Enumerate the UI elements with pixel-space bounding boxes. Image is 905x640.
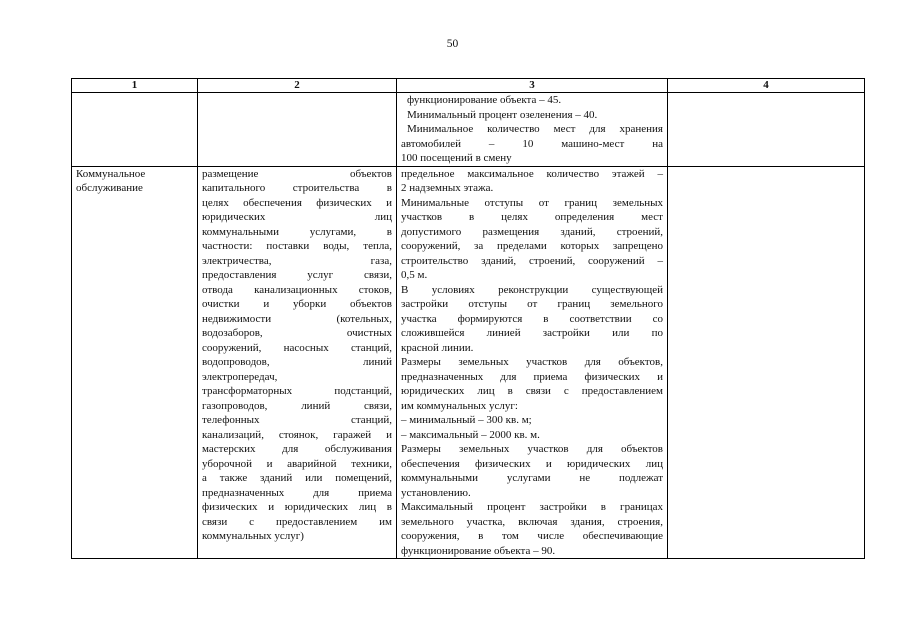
cell-text-line: сооружения, в том числе обеспечивающие <box>401 530 663 542</box>
cell-text-line: юридических лиц в связи с предоставлением <box>401 385 663 397</box>
cell-text-line: предоставления услуг связи, <box>202 269 392 281</box>
cell-notes <box>668 166 865 559</box>
cell-text-line: сооружений, за пределами которых запрещено <box>401 240 663 252</box>
cell-text-line: функционирование объекта – 45. <box>407 94 562 106</box>
cell-text-line: телефонных станций, <box>202 414 392 426</box>
cell-text-line: 2 надземных этажа. <box>401 182 494 194</box>
cell-text-line: – минимальный – 300 кв. м; <box>401 414 532 426</box>
cell-text-line: предназначенных для приема <box>202 486 392 499</box>
cell-text-line: автомобилей – 10 машино-мест на <box>401 137 663 150</box>
cell-text-line: коммунальными услугами не подлежат <box>401 472 663 484</box>
cell-text-line: предельное максимальное количество этажей – <box>401 167 663 180</box>
cell-text-line: Размеры земельных участков для объектов, <box>401 356 663 368</box>
cell-text-line: сложившейся линией застройки или по <box>401 327 663 339</box>
cell-text-line: канализаций, стоянок, гаражей и <box>202 428 392 441</box>
cell-parameters <box>397 93 668 167</box>
cell-use-description <box>198 166 397 559</box>
cell-text-line: 100 посещений в смену <box>401 152 512 164</box>
cell-text-line: уборочной и аварийной техники, <box>202 457 392 470</box>
cell-text-line: коммунальными услугами, в <box>202 225 392 238</box>
cell-text-line: электропередач, <box>202 370 278 383</box>
cell-text-line: газопроводов, линий связи, <box>202 399 392 412</box>
cell-text-line: предназначенных для приема физических и <box>401 370 663 383</box>
cell-text-line: функционирование объекта – 90. <box>401 544 556 557</box>
header-cell-4: 4 <box>668 79 865 93</box>
cell-use-description <box>198 93 397 167</box>
table-header-row <box>72 79 865 93</box>
cell-text-line: Коммунальное <box>76 167 146 180</box>
header-cell-3: 3 <box>397 79 668 93</box>
cell-text-line: мастерских для обслуживания <box>202 443 392 455</box>
cell-text-line: земельного участка, включая здания, строения, <box>401 515 663 528</box>
cell-use-name <box>72 93 198 167</box>
cell-text-line: размещение объектов <box>202 167 392 180</box>
cell-text-line: Минимальный процент озеленения – 40. <box>407 108 598 121</box>
cell-text-line: Размеры земельных участков для объектов <box>401 443 663 455</box>
cell-text-line: электричества, газа, <box>202 254 392 267</box>
cell-notes <box>668 93 865 167</box>
page-number: 50 <box>446 38 459 50</box>
cell-text-line: физических и юридических лиц в <box>202 501 392 513</box>
cell-text-line: участков в целях определения мест <box>401 211 663 223</box>
cell-text-line: участка формируются в соответствии со <box>401 312 663 325</box>
cell-text-line: им коммунальных услуг: <box>401 399 518 412</box>
cell-text-line: а также зданий или помещений, <box>202 472 392 484</box>
cell-text-line: установлению. <box>401 486 471 499</box>
cell-use-name <box>72 166 198 559</box>
cell-text-line: юридических лиц <box>202 211 392 223</box>
cell-text-line: обеспечения физических и юридических лиц <box>401 457 663 470</box>
header-cell-1: 1 <box>72 79 198 93</box>
cell-text-line: целях обеспечения физических и <box>202 196 392 209</box>
cell-text-line: сооружений, насосных станций, <box>202 341 392 354</box>
cell-text-line: Минимальные отступы от границ земельных <box>401 196 663 209</box>
cell-text-line: коммунальных услуг) <box>202 530 304 542</box>
table-row-continuation <box>72 93 865 167</box>
cell-text-line: отвода канализационных стоков, <box>202 283 392 296</box>
cell-parameters <box>397 166 668 559</box>
cell-text-line: строительство зданий, строений, сооружений – <box>401 254 663 267</box>
cell-text-line: – максимальный – 2000 кв. м. <box>401 428 540 441</box>
cell-text-line: связи с предоставлением им <box>202 515 392 528</box>
cell-text-line: обслуживание <box>76 182 143 194</box>
table-row-utility-services <box>72 166 865 559</box>
cell-text-line: красной линии. <box>401 341 474 354</box>
cell-text-line: очистки и уборки объектов <box>202 298 392 310</box>
cell-text-line: В условиях реконструкции существующей <box>401 283 663 296</box>
cell-text-line: трансформаторных подстанций, <box>202 385 392 397</box>
cell-text-line: недвижимости (котельных, <box>202 312 392 325</box>
header-cell-2: 2 <box>198 79 397 93</box>
cell-text-line: Максимальный процент застройки в границах <box>401 501 663 513</box>
cell-text-line: капитального строительства в <box>202 182 392 194</box>
cell-text-line: 0,5 м. <box>401 269 428 281</box>
zoning-table <box>71 78 865 559</box>
cell-text-line: частности: поставки воды, тепла, <box>202 240 392 252</box>
cell-text-line: водопроводов, линий <box>202 356 392 368</box>
cell-text-line: водозаборов, очистных <box>202 327 392 339</box>
cell-text-line: допустимого размещения зданий, строений, <box>401 225 663 238</box>
cell-text-line: Минимальное количество мест для хранения <box>407 123 663 135</box>
cell-text-line: застройки отступы от границ земельного <box>401 298 663 310</box>
